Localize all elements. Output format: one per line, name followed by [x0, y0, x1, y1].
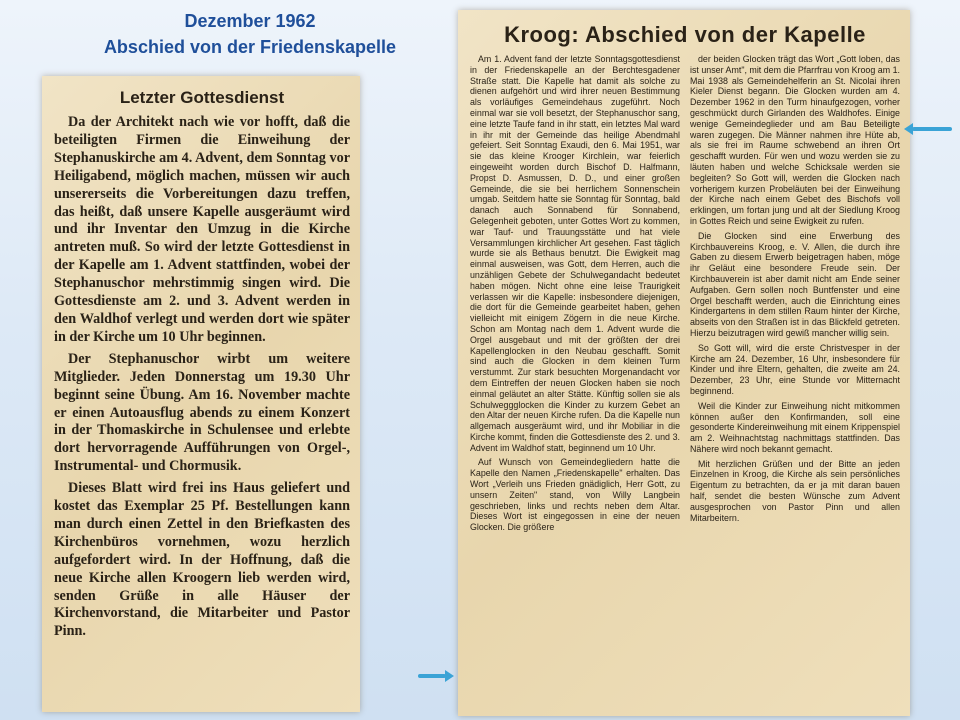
header-date: Dezember 1962 [184, 11, 316, 31]
arrow-right-icon [418, 674, 446, 678]
right-paragraph: Mit herzlichen Grüßen und der Bitte an jeden Einzelnen in Kroog, die Kirche als sein persönliches Eigentum zu betrachten, da er ja mit daran bauen half, sendet die besten Wünsche zum Advent ausgesprochen von Pastor Pinn und allen Mitarbeitern. [690, 458, 900, 523]
right-newspaper-clipping [458, 10, 910, 716]
left-clipping-body [54, 114, 350, 641]
left-paragraph: Da der Architekt nach wie vor hofft, daß die beteiligten Firmen die Einweihung der Stephanuskirche am 4. Advent, dem Sonntag vor Heiligabend, möglich machen, müssen wir auch unsererseits die Vorbereitungen dazu treffen, das heißt, daß unsere Kapelle ausgeräumt wird und ihr Inventar den Umzug in die Kirche antreten muß. So wird der letzte Gottesdienst in der Kapelle am 1. Advent stattfinden, wobei der Stephanuschor mehrstimmig singen wird. Die Gottesdienste am 2. und 3. Advent werden in den Waldhof verlegt und werden dort wie später in der Kirche um 10 Uhr beginnen. [54, 114, 350, 345]
right-clipping-heading: Kroog: Abschied von der Kapelle [504, 22, 866, 47]
right-column-2 [690, 54, 900, 537]
header-title: Abschied von der Friedenskapelle [103, 37, 397, 57]
right-paragraph: Die Glocken sind eine Erwerbung des Kirchbauvereins Kroog, e. V. Allen, die durch ihre Gaben zu diesem Erwerb beigetragen haben, möge ihr Geläut eine besondere Freude sein. Der Kirchbauverein ist aber damit nicht am Ende seiner Aufgaben. Gern sollen noch Buntfenster und eine Orgel beschafft werden, auch die Einrichtung eines Kindergartens in dem stillen Raum hinter der Kirche, abseits von den Straßen ist in das Blickfeld getreten. Hierzu beizutragen wird gewiß mancher willig sein. [690, 230, 900, 338]
page-header [60, 8, 440, 60]
right-column-1 [470, 54, 680, 537]
left-paragraph: Der Stephanuschor wirbt um weitere Mitglieder. Jeden Donnerstag um 19.30 Uhr beginnt seine Übung. Am 16. November machte er einen Autoausflug abends zu einem Konzert in der Thomaskirche in Schulensee und erlebte dort hervorragende Aufführungen von Orgel-, Instrumental- und Chormusik. [54, 350, 350, 475]
right-clipping-columns [470, 54, 900, 537]
left-clipping-heading: Letzter Gottesdienst [119, 88, 285, 107]
right-paragraph: der beiden Glocken trägt das Wort „Gott loben, das ist unser Amt", mit dem die Pfarrfrau von Kroog am 1. Mai 1938 als Gemeindehelferin an St. Nicolai ihren Kieler Dienst begann. Die Glocken wurden am 4. Dezember 1962 in den Turm hinaufgezogen, vorher geschmückt durch Girlanden des Waldhofes. Einige wenige Gemeindeglieder und am Bau Beteiligte waren zugegen. Die Männer nahmen ihre Hüte ab, als sie frei im Raume schwebend an ihren Ort geschafft wurden. Für wen und wozu werden sie zu läuten haben und welche Schicksale werden sie begleiten? So Gott will, werden die Glocken nach vorherigem kurzen Probeläuten bei der Einweihung der Kirche nach einem Gebet des Bischofs voll erklingen, um fortan jung und alt der Siedlung Kroog in Gottes Reich und seine Ewigkeit zu rufen. [690, 54, 900, 226]
right-paragraph: Auf Wunsch von Gemeindegliedern hatte die Kapelle den Namen „Friedenskapelle" erhalten. Das Wort „Verleih uns Frieden gnädiglich, Herr Gott, zu unsern Zeiten" stand, von Willy Langbein geschrieben, links und rechts neben dem Altar. Dieses Wort ist eingegossen in eine der neuen Glocken. Die größere [470, 457, 680, 533]
right-paragraph: So Gott will, wird die erste Christvesper in der Kirche am 24. Dezember, 16 Uhr, insbesondere für Kinder und ihre Eltern, gehalten, die zweite am 24. Dezember, 23 Uhr, eine Stunde vor Mitternacht beginnend. [690, 342, 900, 396]
right-paragraph: Am 1. Advent fand der letzte Sonntagsgottesdienst in der Friedenskapelle an der Berchtesgadener Straße statt. Die Kapelle hat damit als solche zu dienen aufgehört und wird ihrer neuen Bestimmung als vorläufiges Gemeindehaus zugeführt. Noch einmal war sie voll besetzt, der Stephanuschor sang, eine letzte Taufe fand in ihr statt, ein letztes Mal ward in ihr mit der Gemeinde das heilige Abendmahl gefeiert. Seit Sonntag Exaudi, den 6. Mai 1951, war sie das kleine Krooger Kirchlein, war feierlich eingeweiht worden durch Bischof D. Halfmann, Propst D. Asmussen, D. D., und einer großen Gemeinde, die sie bei herrlichem Sonnenschein umgab. Seitdem hatte sie Sonntag für Sonntag, bald danach auch Sonnabend für Sonnabend, Gelegenheit geboten, unter Gottes Wort zu kommen, war Tauf- und Trauungsstätte und hat viele Versammlungen kirchlicher Art gesehen. Fast täglich wurde sie als Bethaus benutzt. Die Ewigkeit mag einmal ausweisen, was Gott, dem Herren, auch die unzähligen Gebete der Schulwegandacht bedeutet haben mögen. Nicht ohne eine leise Traurigkeit verlassen wir die Kapelle: insbesondere diejenigen, die dort für die Gemeinde gearbeitet haben, gehen vielleicht mit einigem Zögern in die neue Kirche. Schon am Montag nach dem 1. Advent wurde die Orgel ausgebaut und mit der größten der drei Kapellenglocken in den Neubau geschafft. Somit sind auch die Glocken in dem kleinen Turm verstummt. Zur stark besuchten Morgenandacht vor dem Eintreffen der neuen Glocken haben sie noch einmal geläutet an alter Stätte. Künftig sollen sie als Schulweggglocken die Kinder zu kurzem Gebet an den Altar der neuen Kirche rufen. Da die Kapelle nun allgemach ausgeräumt wird, und ihr Mobiliar in die Kirche kommt, finden die Gottesdienste des 2. und 3. Advent im Waldhof statt, beginnend um 10 Uhr. [470, 54, 680, 453]
right-paragraph: Weil die Kinder zur Einweihung nicht mitkommen können außer den Konfirmanden, soll eine gesonderte Kindereinweihung mit einem Krippenspiel am 2. Weihnachtstag nachmittags stattfinden. Das Nähere wird noch bekannt gemacht. [690, 400, 900, 454]
left-newspaper-clipping [42, 76, 360, 712]
arrow-left-icon [912, 127, 952, 131]
left-paragraph: Dieses Blatt wird frei ins Haus geliefert und kostet das Exemplar 25 Pf. Bestellungen kann man durch einen Zettel in den Briefkasten des Kirchenbüros vornehmen, wozu herzlich aufgefordert wird. In der Hoffnung, daß die neue Kirche allen Kroogern lieb werden wird, senden Grüße in alle Häuser der Kirchenvorstand, die Mitarbeiter und Pastor Pinn. [54, 480, 350, 640]
